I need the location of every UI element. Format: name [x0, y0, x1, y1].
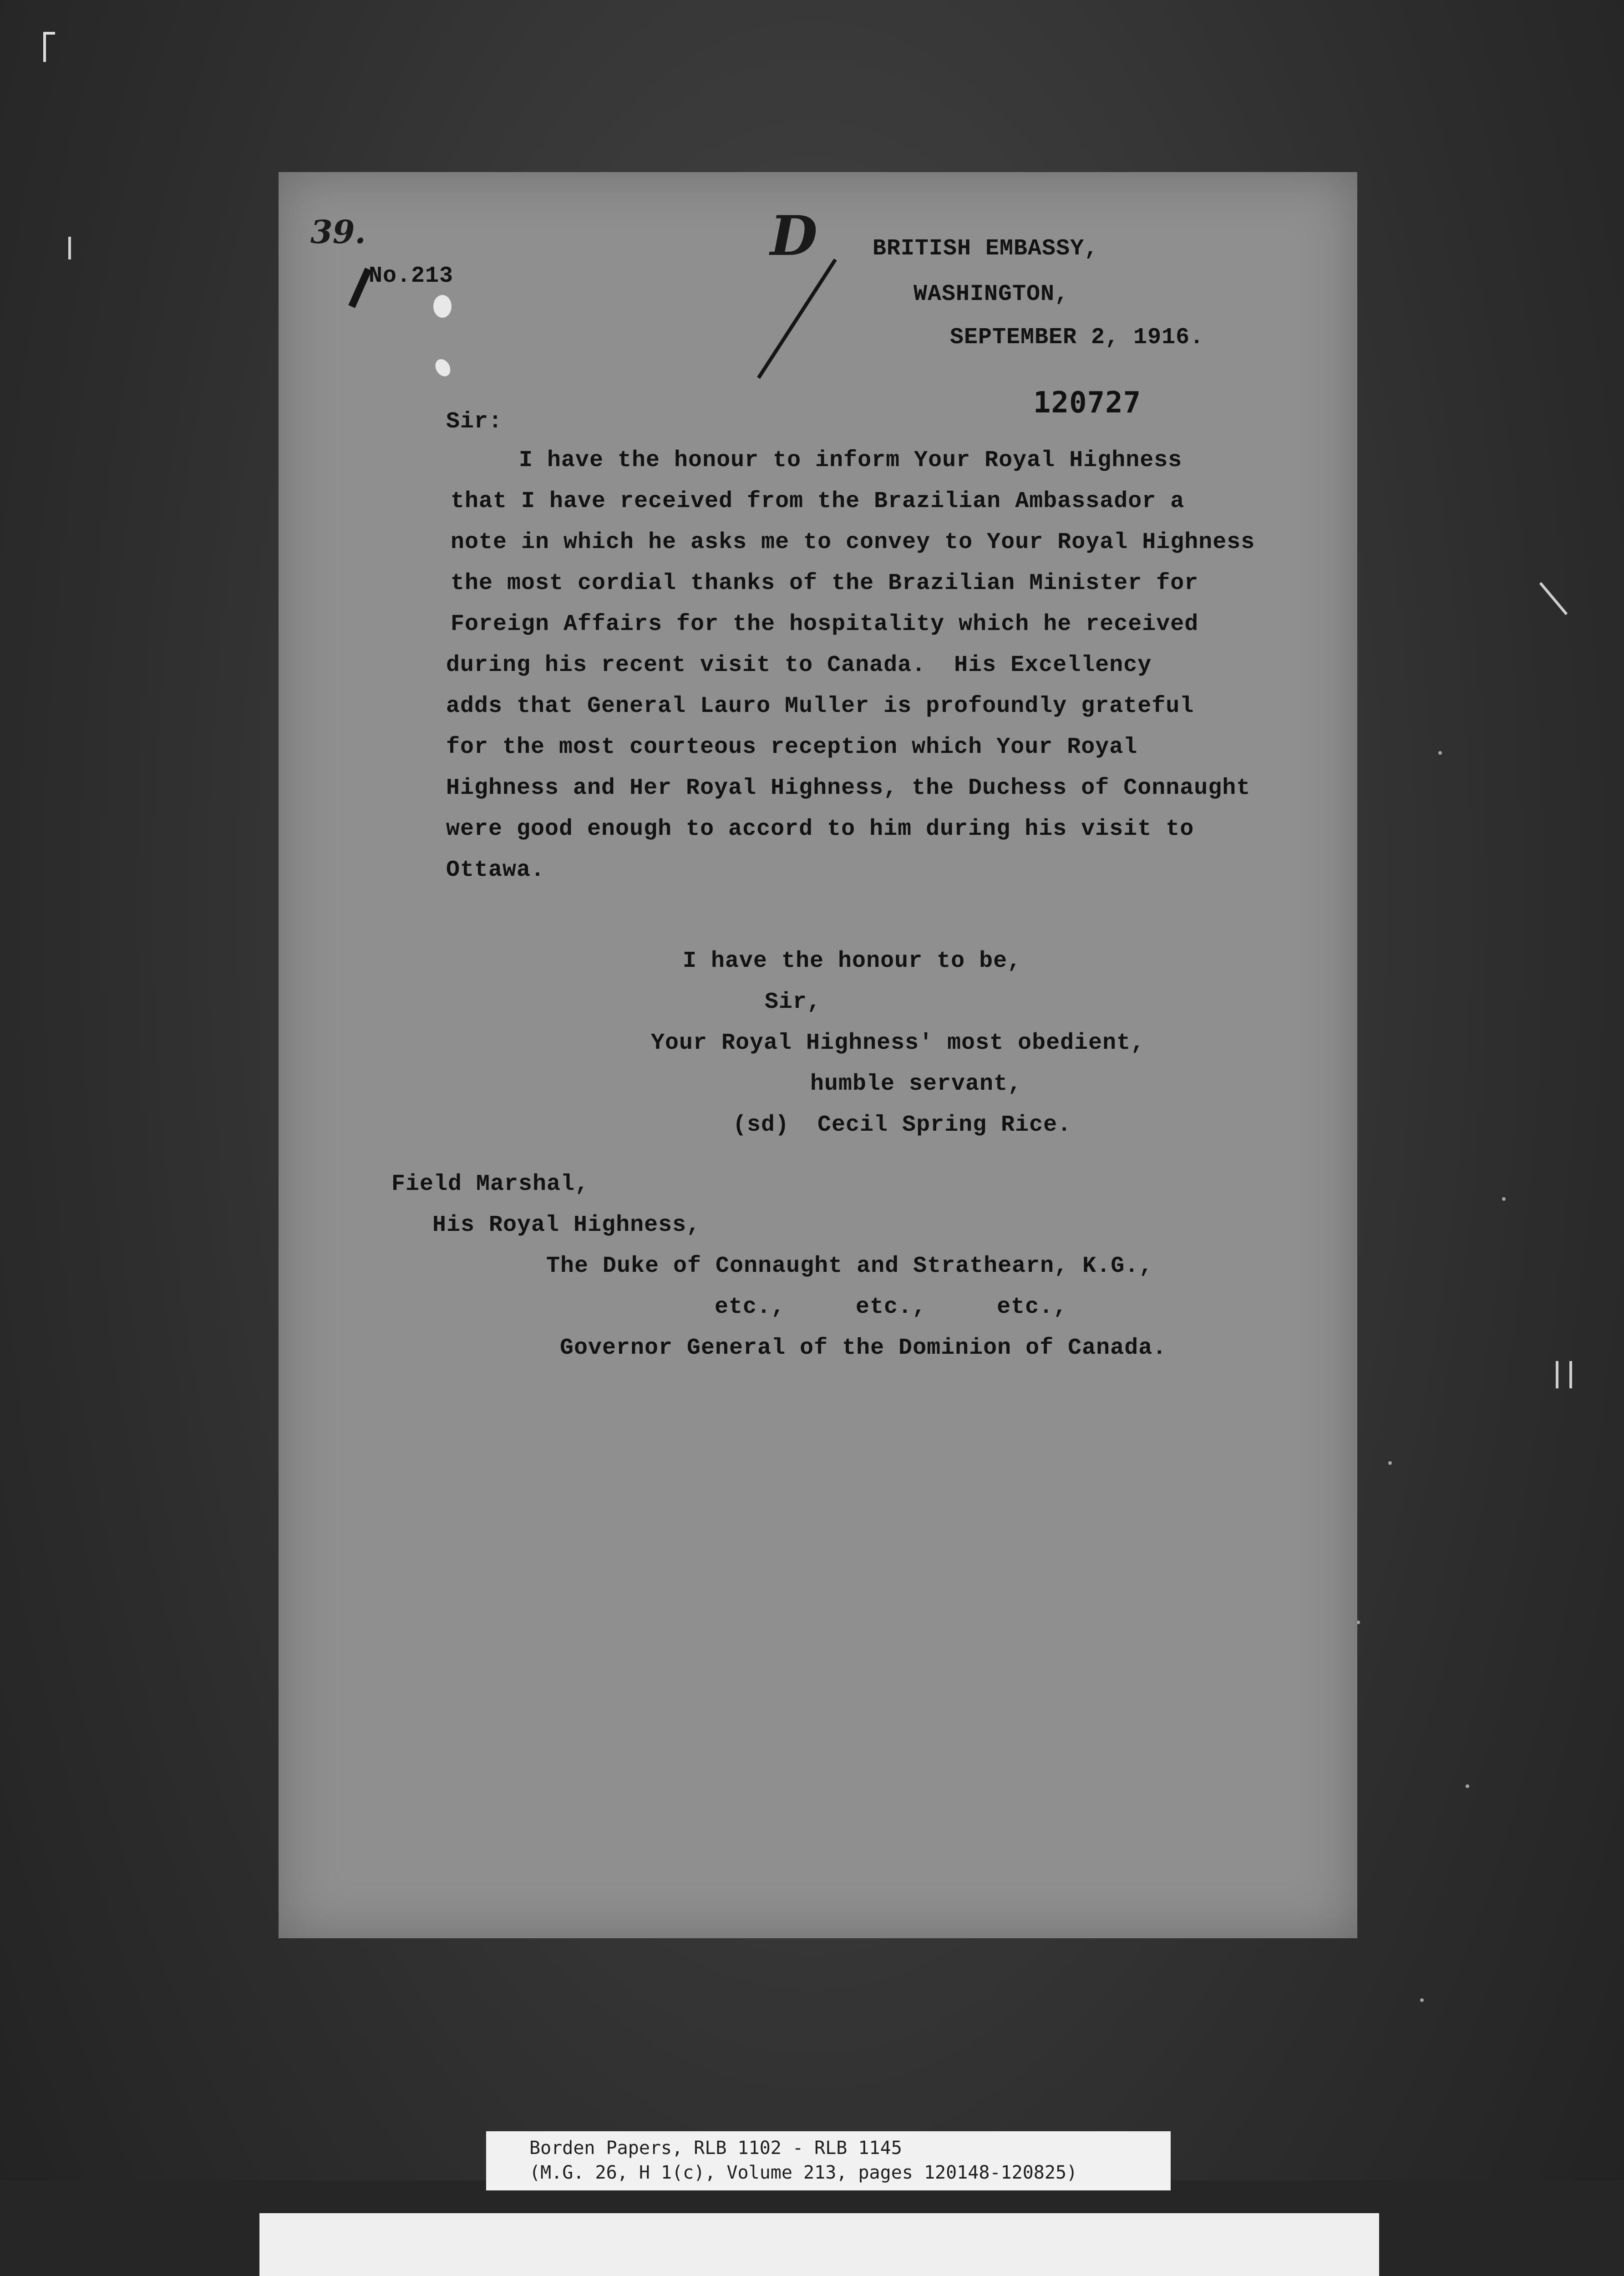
signature-line: (sd) Cecil Spring Rice. [733, 1112, 1072, 1138]
sender-line-2: WASHINGTON, [914, 281, 1069, 307]
margin-note: 39. [310, 213, 366, 251]
closing-line: Your Royal Highness' most obedient, [651, 1030, 1145, 1056]
handwritten-mark: D [770, 204, 818, 268]
body-line: were good enough to accord to him during his visit to [446, 816, 1194, 842]
ink-mark [348, 268, 371, 308]
film-mark-right-1 [1556, 1361, 1558, 1388]
film-mark-left [68, 237, 71, 259]
archive-card [259, 2213, 1379, 2276]
addressee-line: The Duke of Connaught and Strathearn, K.G., [546, 1253, 1153, 1279]
body-line: Highness and Her Royal Highness, the Duchess of Connaught [446, 775, 1251, 801]
body-line: during his recent visit to Canada. His Excellency [446, 652, 1152, 678]
body-line: note in which he asks me to convey to Your Royal Highness [451, 529, 1255, 555]
pencil-stroke [757, 259, 837, 379]
body-line: that I have received from the Brazilian Ambassador a [451, 488, 1185, 514]
salutation: Sir: [446, 409, 503, 435]
sender-line-1: BRITISH EMBASSY, [873, 236, 1099, 262]
body-line: Ottawa. [446, 857, 545, 883]
body-line: the most cordial thanks of the Brazilian Minister for [451, 570, 1199, 596]
letter-number: No.213 [369, 263, 454, 289]
dust-speck [1438, 751, 1442, 755]
dust-speck [1388, 1461, 1392, 1465]
pin-hole-mark [432, 356, 453, 379]
addressee-line: Governor General of the Dominion of Canada. [560, 1335, 1167, 1361]
reference-label-line-1: Borden Papers, RLB 1102 - RLB 1145 [529, 2138, 902, 2159]
film-mark-right-2 [1569, 1361, 1572, 1388]
closing-line: Sir, [765, 989, 822, 1015]
corner-crop-mark [43, 32, 55, 62]
letter-page [279, 172, 1357, 1938]
addressee-line: Field Marshal, [391, 1171, 589, 1197]
body-line: Foreign Affairs for the hospitality which he received [451, 611, 1199, 637]
pin-hole-mark [433, 295, 452, 318]
reference-label-line-2: (M.G. 26, H 1(c), Volume 213, pages 120148-120825) [529, 2162, 1078, 2183]
closing-line: humble servant, [810, 1071, 1022, 1097]
body-line: for the most courteous reception which Your Royal [446, 734, 1138, 760]
dust-speck [1502, 1197, 1506, 1201]
addressee-line: etc., etc., etc., [715, 1294, 1068, 1320]
dust-speck [1466, 1784, 1469, 1788]
addressee-line: His Royal Highness, [432, 1212, 701, 1238]
dust-speck [1420, 1998, 1424, 2002]
body-line: I have the honour to inform Your Royal Highness [519, 447, 1182, 473]
body-line: adds that General Lauro Muller is profoundly grateful [446, 693, 1194, 719]
closing-line: I have the honour to be, [683, 948, 1022, 974]
sender-date: SEPTEMBER 2, 1916. [950, 325, 1204, 351]
reference-number: 120727 [1033, 386, 1142, 420]
reference-label [486, 2131, 1171, 2190]
